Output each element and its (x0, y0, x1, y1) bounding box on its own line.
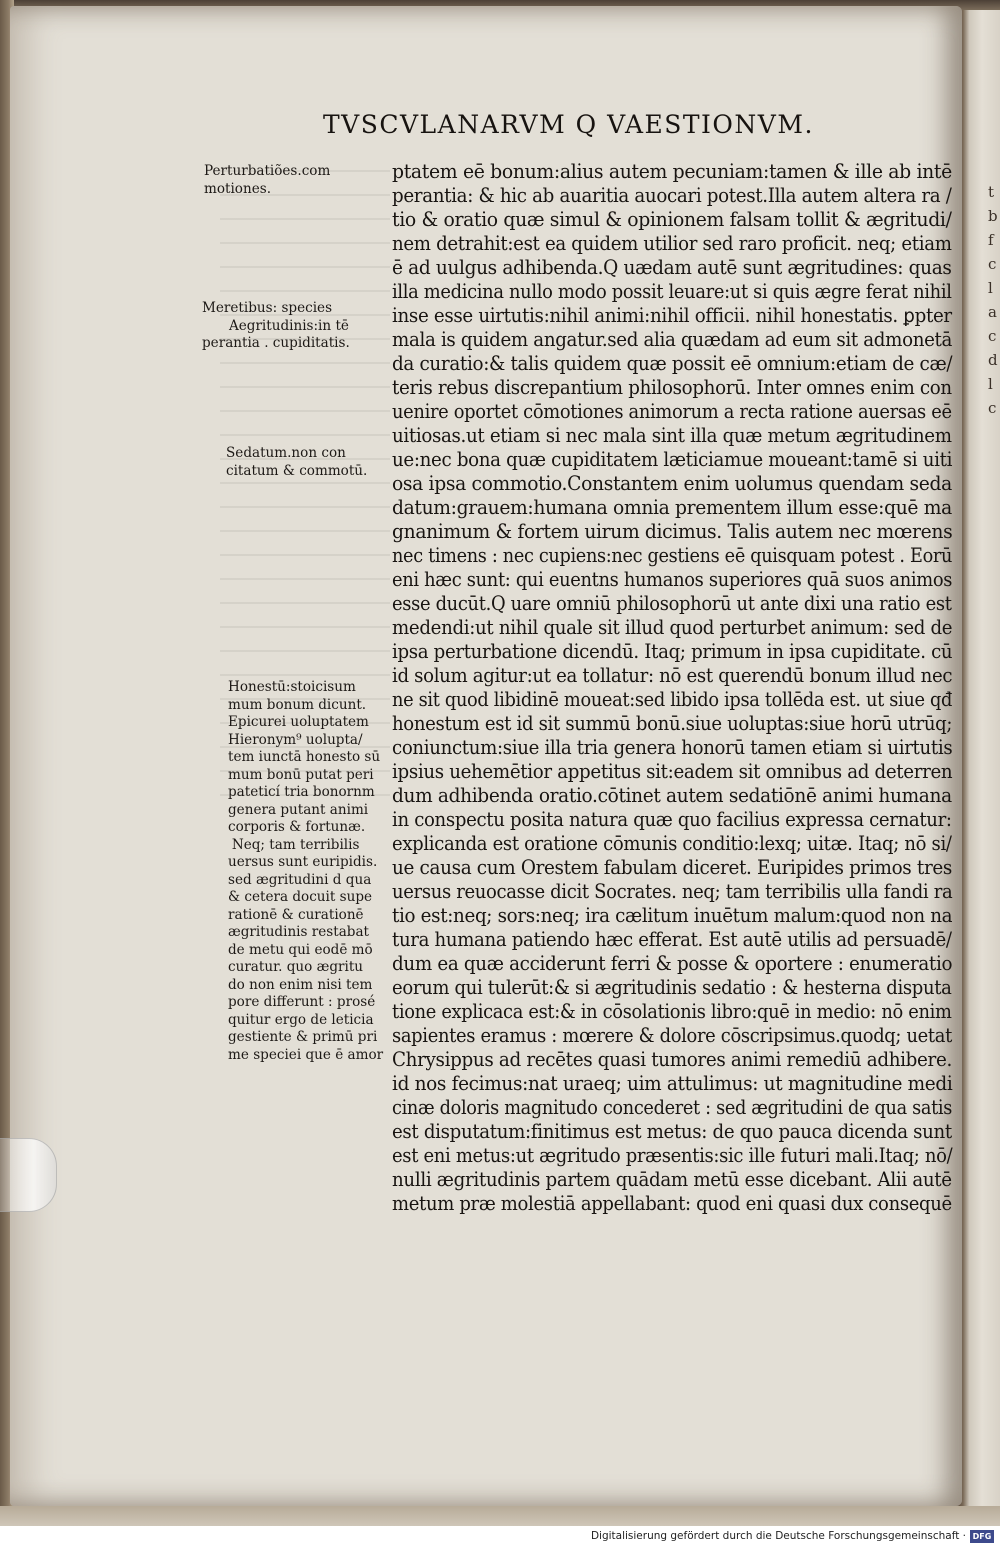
page-clip (0, 1138, 57, 1212)
fragment-letter: t (988, 183, 995, 201)
fragment-letter: a (988, 303, 997, 321)
note-line: quitur ergo de leticia (228, 1011, 374, 1028)
note-line: corporis & fortunæ. (228, 819, 366, 835)
text-line: osa ipsa commotio.Constantem enim uolumus quendam seda (392, 472, 952, 495)
note-line: perantia . cupiditatis. (202, 335, 350, 351)
text-line: nulli ægritudinis partem quādam metū esse dicebant. Alii autē (392, 1168, 952, 1191)
margin-note (226, 445, 411, 480)
text-line: tio est:neq; sors:neq; ira cælitum inuētum malum:quod non na (392, 904, 953, 927)
text-line: Chrysippus ad recētes quasi tumores animi remediū adhibere. (392, 1048, 952, 1071)
text-line: explicanda est oratione cōmunis conditio:lexq; uitæ. Itaq; nō si/ (392, 832, 952, 855)
fragment-letter: d (988, 351, 998, 369)
text-line: tione explicaca est:& in cōsolationis libro:quē in medio: nō enim (392, 1000, 952, 1023)
text-line: inse esse uirtutis:nihil animi:nihil officii. nihil honestatis. ꝑpter (392, 304, 952, 327)
note-line: Epicurei uoluptatem (228, 714, 369, 730)
text-line: nec timens : nec cupiens:nec gestiens eē quisquam potest . Eorū (392, 544, 953, 567)
note-line: Perturbatiões.com (204, 163, 331, 179)
text-line: ue:nec bona quæ cupiditatem læticiamue moueant:tamē si uiti (392, 448, 953, 471)
fragment-letter: l (988, 279, 993, 297)
text-line: teris rebus discrepantium philosophorū. Inter omnes enim con (392, 376, 952, 399)
margin-note (228, 679, 413, 1064)
text-line: gnanimum & fortem uirum dicimus. Talis autem nec mœrens (392, 520, 953, 543)
note-line: citatum & commotū. (226, 462, 368, 479)
page-bottom-edge (0, 1506, 1000, 1526)
note-line: mum bonum dicunt. (228, 696, 367, 713)
text-line: datum:grauem:humana omnia prementem illum esse:quē ma (392, 496, 952, 519)
text-line: id solum agitur:ut ea tollatur: nō est querendū bonum illud nec (392, 664, 953, 687)
note-line: me speciei que ē amor (228, 1046, 384, 1063)
footer-bar (0, 1526, 1000, 1547)
fragment-letter: f (988, 231, 994, 249)
text-line: metum præ molestiā appellabant: quod eni quasi dux consequē (392, 1192, 952, 1215)
fragment-letter: c (988, 327, 997, 345)
text-line: eorum qui tulerūt:& si ægritudinis sedatio : & hesterna disputa (392, 976, 952, 999)
note-line: Meretibus: species (202, 300, 333, 316)
margin-note (204, 163, 389, 198)
text-line: in conspectu posita natura quæ quo facilius expressa cernatur: (392, 808, 952, 831)
text-line: honestum est id sit summū bonū.siue uoluptas:siue horū utrūq; (392, 712, 953, 735)
note-line: & cetera docuit supe (228, 889, 373, 905)
text-line: tio & oratio quæ simul & opinionem falsam tollit & ægritudi/ (392, 208, 952, 231)
text-line: eni hæc sunt: qui euentns humanos superiores quā suos animos (392, 568, 953, 591)
text-line: ptatem eē bonum:alius autem pecuniam:tamen & ille ab intē (392, 160, 952, 183)
text-line: da curatio:& talis quidem quæ possit eē omnium:etiam de cæ/ (392, 352, 953, 375)
note-line: Aegritudinis:in tē (228, 317, 349, 334)
text-line: tura humana patiendo hæc efferat. Est autē utilis ad persuadē/ (392, 928, 952, 951)
note-line: curatur. quo ægritu (228, 959, 364, 975)
text-line: id nos fecimus:nat uraeq; uim attulimus: ut magnitudine medi (392, 1072, 953, 1095)
footer-credit: Digitalisierung gefördert durch die Deutsche Forschungsgemeinschaft · (590, 1530, 966, 1542)
facing-page-fragment (988, 180, 1000, 420)
text-line: dum ea quæ acciderunt ferri & posse & oportere : enumeratio (392, 952, 953, 975)
note-line: motiones. (204, 180, 272, 197)
text-line: nem detrahit:est ea quidem utilior sed raro proficit. neq; etiam (392, 232, 952, 255)
text-line: medendi:ut nihil quale sit illud quod perturbet animum: sed de (392, 616, 953, 639)
note-line: uersus sunt euripidis. (228, 854, 378, 870)
note-line: do non enim nisi tem (228, 976, 373, 993)
note-line: pore differunt : prosé (228, 994, 376, 1010)
text-line: ipsa perturbatione dicendū. Itaq; primum in ipsa cupiditate. cū (392, 640, 953, 663)
margin-note (202, 300, 387, 353)
note-line: tem iunctā honesto sū (228, 749, 381, 765)
text-line: coniunctum:siue illa tria genera honorū tamen etiam si uirtutis (392, 736, 953, 759)
fragment-letter: c (988, 399, 997, 417)
running-header: TVSCVLANARVM Q VAESTIONVM. (323, 110, 814, 139)
text-line: dum adhibenda oratio.cōtinet autem sedatiōnē animi humana (392, 784, 952, 807)
text-line: est disputatum:finitimus est metus: de quo pauca dicenda sunt (392, 1120, 952, 1143)
text-line: ue causa cum Orestem fabulam diceret. Euripides primos tres (392, 856, 953, 879)
text-line: perantia: & hic ab auaritia auocari potest.Illa autem altera ra / (392, 184, 952, 207)
dfg-logo: DFG (970, 1530, 994, 1543)
note-line: ægritudinis restabat (228, 924, 370, 940)
note-line: Sedatum.non con (226, 445, 346, 461)
note-line: Neq; tam terribilis (231, 836, 360, 853)
fragment-letter: l (988, 375, 993, 393)
text-line: mala is quidem angatur.sed alia quædam ad eum sit admonetā (392, 328, 953, 351)
text-line: illa medicina nullo modo possit leuare:ut si quis ægre ferat nihil (392, 280, 952, 303)
note-line: Honestū:stoicisum (228, 679, 356, 695)
text-line: uersus reuocasse dicit Socrates. neq; tam terribilis ulla fandi ra (392, 880, 953, 903)
text-line: sapientes eramus : mœrere & dolore cōscripsimus.quodq; uetat (392, 1024, 952, 1047)
note-line: de metu qui eodē mō (228, 941, 373, 958)
note-line: sed ægritudini d qua (228, 871, 372, 888)
text-line: esse ducūt.Q uare omniū philosophorū ut ante dixi una ratio est (392, 592, 952, 615)
text-line: ipsius uehemētior appetitus sit:eadem sit omnibus ad deterren (392, 760, 953, 783)
text-line: cinæ doloris magnitudo concederet : sed ægritudini de qua satis (392, 1096, 953, 1119)
note-line: pateticí tria bonornm (228, 784, 375, 800)
text-line: est eni metus:ut ægritudo præsentis:sic ille futuri mali.Itaq; nō/ (392, 1144, 953, 1167)
note-line: Hieronym⁹ uolupta/ (228, 731, 363, 748)
text-line: uenire oportet cōmotiones animorum a recta ratione auersas eē (392, 400, 952, 423)
fragment-letter: b (988, 207, 998, 225)
fragment-letter: c (988, 255, 997, 273)
note-line: gestiente & primū pri (228, 1029, 378, 1045)
note-line: mum bonū putat peri (228, 766, 374, 783)
text-line: uitiosas.ut etiam si nec mala sint illa quæ metum ægritudinem (392, 424, 952, 447)
note-line: genera putant animi (228, 801, 369, 818)
text-line: ē ad uulgus adhibenda.Q uædam autē sunt ægritudines: quas (392, 256, 952, 279)
note-line: rationē & curationē (228, 906, 364, 923)
text-line: ne sit quod libidinē moueat:sed libido ipsa tollēda est. ut siue qđ (392, 688, 953, 711)
